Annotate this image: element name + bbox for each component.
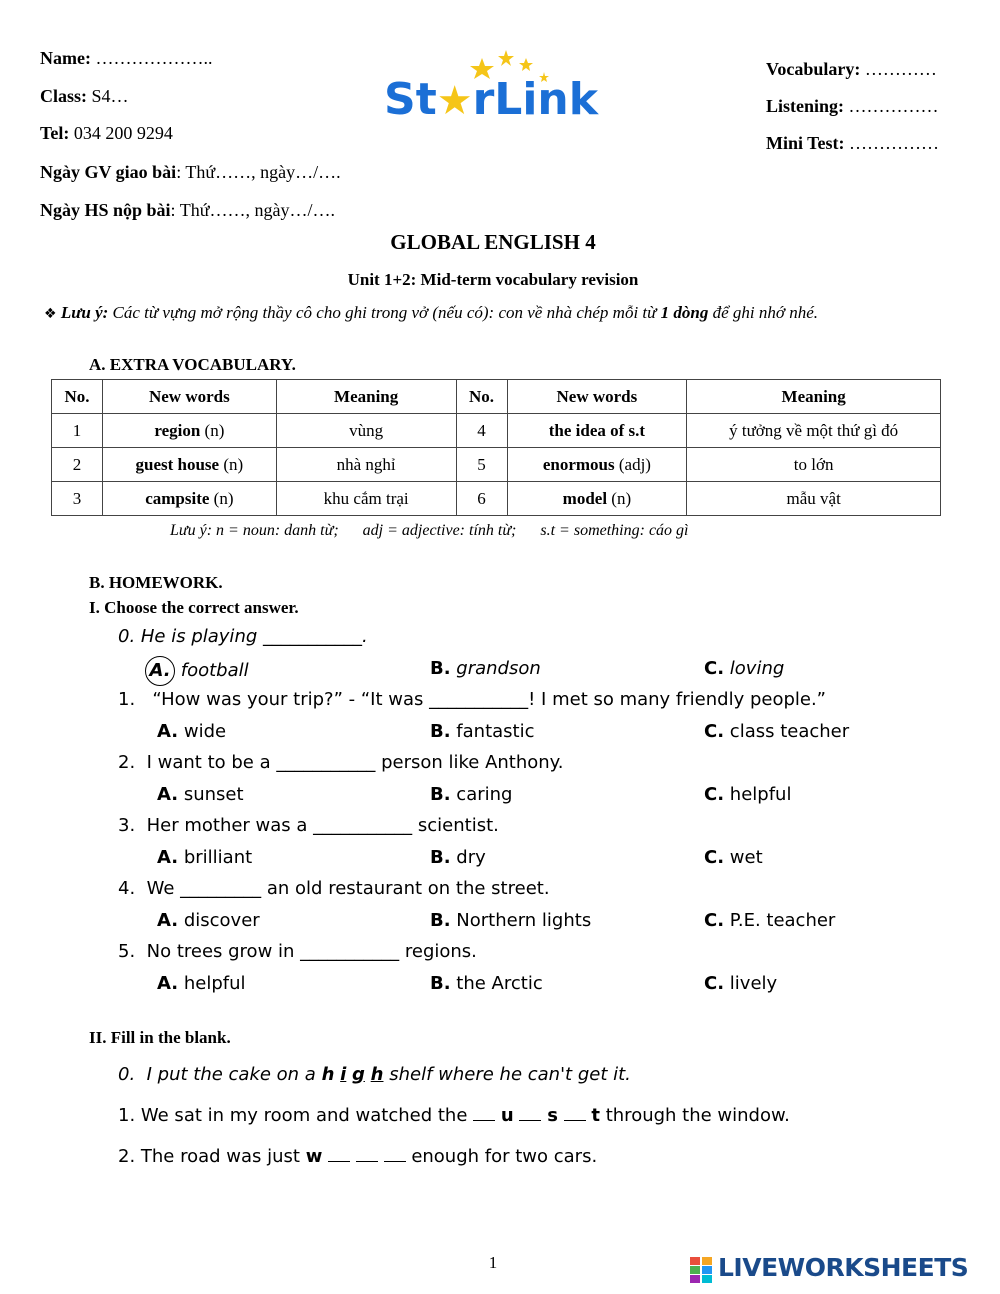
selected-answer-circle: A. xyxy=(145,656,175,686)
table-row xyxy=(52,414,941,448)
cell-word: region (n) xyxy=(102,414,276,448)
submit-date-value: : Thứ……, ngày…/…. xyxy=(170,200,335,220)
header-no-2: No. xyxy=(456,380,507,414)
vocabulary-value: ………… xyxy=(864,59,937,79)
name-value: ……………….. xyxy=(95,48,213,68)
listening-value: …………… xyxy=(848,96,939,116)
cell-meaning: khu cắm trại xyxy=(276,482,456,516)
blank-input[interactable] xyxy=(519,1106,541,1121)
question-1-option-c[interactable]: C. class teacher xyxy=(704,721,850,742)
question-1-option-a[interactable]: A. wide xyxy=(157,721,227,742)
question-5-option-a[interactable]: A. helpful xyxy=(157,973,246,994)
listening-score xyxy=(766,96,939,117)
page-number: 1 xyxy=(488,1253,498,1272)
part2-heading: II. Fill in the blank. xyxy=(89,1028,231,1047)
blank-input[interactable] xyxy=(473,1106,495,1121)
cell-word: the idea of s.t xyxy=(507,414,687,448)
cell-word: enormous (adj) xyxy=(507,448,687,482)
cell-no: 4 xyxy=(456,414,507,448)
tel-label: Tel: xyxy=(40,123,70,143)
blank-input[interactable] xyxy=(356,1147,378,1162)
question-2-option-c[interactable]: C. helpful xyxy=(704,784,792,805)
logo-wordmark: St★rLink xyxy=(384,74,598,125)
table-row xyxy=(52,482,941,516)
question-2-option-a[interactable]: A. sunset xyxy=(157,784,244,805)
table-header-row xyxy=(52,380,941,414)
header-new-words: New words xyxy=(102,380,276,414)
vocabulary-label: Vocabulary: xyxy=(766,59,861,79)
cell-meaning: mẫu vật xyxy=(687,482,941,516)
assign-date-label: Ngày GV giao bài xyxy=(40,162,177,182)
tel-row xyxy=(40,123,173,144)
cell-no: 1 xyxy=(52,414,103,448)
question-5-stem: 5. No trees grow in ___________ regions. xyxy=(118,941,477,962)
question-3-stem: 3. Her mother was a ___________ scientist. xyxy=(118,815,499,836)
section-b-heading: B. HOMEWORK. xyxy=(89,573,223,592)
vocabulary-table xyxy=(51,379,941,516)
header-new-words-2: New words xyxy=(507,380,687,414)
listening-label: Listening: xyxy=(766,96,845,116)
header-no: No. xyxy=(52,380,103,414)
question-3-option-a[interactable]: A. brilliant xyxy=(157,847,253,868)
question-5-option-c[interactable]: C. lively xyxy=(704,973,778,994)
liveworksheets-wordmark: LIVEWORKSHEETS xyxy=(718,1253,969,1282)
cell-meaning: vùng xyxy=(276,414,456,448)
minitest-value: …………… xyxy=(849,133,940,153)
note-text: Các từ vựng mở rộng thầy cô cho ghi trong vở (nếu có): con về nhà chép mỗi từ xyxy=(112,303,657,322)
question-2-stem: 2. I want to be a ___________ person like Anthony. xyxy=(118,752,564,773)
starlink-logo xyxy=(384,50,624,130)
submit-date-row xyxy=(40,200,335,221)
page-title: GLOBAL ENGLISH 4 xyxy=(390,230,596,254)
header-meaning-2: Meaning xyxy=(687,380,941,414)
question-0-option-b[interactable]: B. grandson xyxy=(430,658,541,679)
question-1-stem: 1. “How was your trip?” - “It was ___________! I met so many friendly people.” xyxy=(118,689,827,710)
cell-meaning: ý tưởng về một thứ gì đó xyxy=(687,414,941,448)
assign-date-row xyxy=(40,162,341,183)
class-row xyxy=(40,86,129,107)
page-subtitle: Unit 1+2: Mid-term vocabulary revision xyxy=(347,270,639,289)
question-1-option-b[interactable]: B. fantastic xyxy=(430,721,535,742)
legend-note: Lưu ý: n = noun: danh từ; adj = adjective: tính từ; s.t = something: cáo gì xyxy=(170,522,689,539)
note-bold: 1 dòng xyxy=(660,303,709,322)
note-label: Lưu ý: xyxy=(60,303,109,322)
cell-no: 6 xyxy=(456,482,507,516)
table-row xyxy=(52,448,941,482)
question-0-option-c[interactable]: C. loving xyxy=(704,658,785,679)
fill-question-1: 1. We sat in my room and watched the u s t through the window. xyxy=(118,1105,790,1126)
header-meaning: Meaning xyxy=(276,380,456,414)
blank-input[interactable] xyxy=(564,1106,586,1121)
cell-word: model (n) xyxy=(507,482,687,516)
vocabulary-score xyxy=(766,59,937,80)
minitest-score xyxy=(766,133,939,154)
bullet-icon: ❖ xyxy=(44,306,57,322)
cell-word: campsite (n) xyxy=(102,482,276,516)
name-label: Name: xyxy=(40,48,91,68)
cell-meaning: nhà nghỉ xyxy=(276,448,456,482)
note-line xyxy=(44,303,818,323)
question-3-option-b[interactable]: B. dry xyxy=(430,847,486,868)
class-value: S4… xyxy=(91,86,129,106)
question-3-option-c[interactable]: C. wet xyxy=(704,847,763,868)
question-4-option-b[interactable]: B. Northern lights xyxy=(430,910,592,931)
minitest-label: Mini Test: xyxy=(766,133,845,153)
name-row xyxy=(40,48,212,69)
note-text-end: để ghi nhớ nhé. xyxy=(712,303,819,322)
part1-heading: I. Choose the correct answer. xyxy=(89,598,299,617)
class-label: Class: xyxy=(40,86,88,106)
tel-value: 034 200 9294 xyxy=(73,123,173,143)
blocks-icon xyxy=(690,1257,714,1283)
fill-question-2: 2. The road was just w enough for two cars. xyxy=(118,1146,598,1167)
question-0-stem: 0. He is playing ___________. xyxy=(118,626,368,647)
blank-input[interactable] xyxy=(328,1147,350,1162)
cell-no: 2 xyxy=(52,448,103,482)
section-a-heading: A. EXTRA VOCABULARY. xyxy=(89,355,296,374)
question-0-option-a[interactable]: A. football xyxy=(151,656,249,686)
question-4-option-a[interactable]: A. discover xyxy=(157,910,260,931)
cell-no: 5 xyxy=(456,448,507,482)
question-4-option-c[interactable]: C. P.E. teacher xyxy=(704,910,836,931)
blank-input[interactable] xyxy=(384,1147,406,1162)
submit-date-label: Ngày HS nộp bài xyxy=(40,200,171,220)
cell-no: 3 xyxy=(52,482,103,516)
cell-word: guest house (n) xyxy=(102,448,276,482)
question-4-stem: 4. We _________ an old restaurant on the street. xyxy=(118,878,550,899)
fill-question-0: 0. I put the cake on a h i g h shelf where he can't get it. xyxy=(118,1064,631,1085)
question-5-option-b[interactable]: B. the Arctic xyxy=(430,973,543,994)
question-2-option-b[interactable]: B. caring xyxy=(430,784,513,805)
cell-meaning: to lớn xyxy=(687,448,941,482)
assign-date-value: : Thứ……, ngày…/…. xyxy=(176,162,341,182)
